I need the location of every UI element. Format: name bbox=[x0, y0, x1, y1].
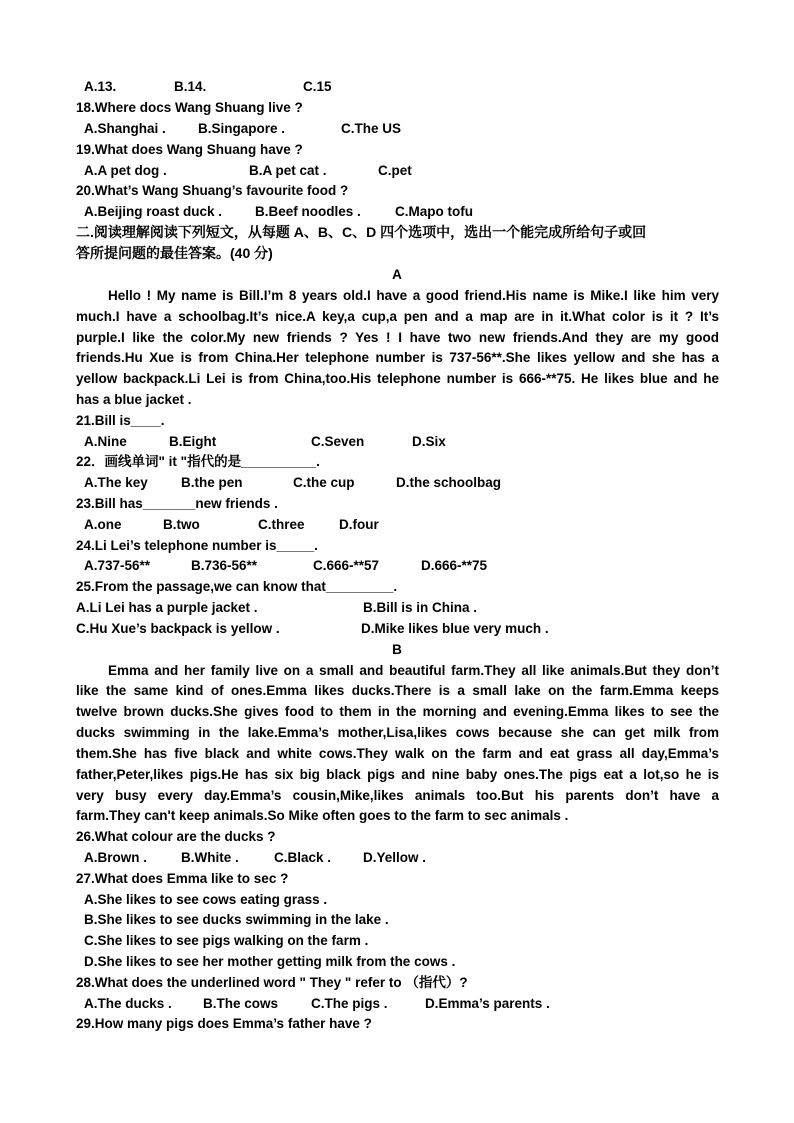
q29-question: 29.How many pigs does Emma’s father have ? bbox=[76, 1016, 372, 1031]
q26-option-b: B.White . bbox=[181, 850, 239, 865]
passage-b-line: father,Peter,likes pigs.He has six big black pigs and nine baby ones.The pigs eat a lot,so he is bbox=[76, 767, 719, 782]
q23-question: 23.Bill has_______new friends . bbox=[76, 496, 278, 511]
q26-option-c: C.Black . bbox=[274, 850, 332, 865]
q28-option-c: C.The pigs . bbox=[311, 996, 388, 1011]
q19-option-a: A.A pet dog . bbox=[84, 163, 167, 178]
q21-option-b: B.Eight bbox=[169, 434, 217, 449]
q27-option-d: D.She likes to see her mother getting milk from the cows . bbox=[84, 954, 456, 969]
q24-options bbox=[84, 556, 727, 576]
q25-options-row2 bbox=[76, 619, 719, 639]
q19-option-c: C.pet bbox=[378, 163, 412, 178]
q25-options-row1 bbox=[76, 598, 719, 618]
q26-option-a: A.Brown . bbox=[84, 850, 147, 865]
q28-options bbox=[84, 994, 727, 1014]
q25-option-d: D.Mike likes blue very much . bbox=[361, 621, 549, 636]
q23-option-b: B.two bbox=[163, 517, 200, 532]
passage-b-line: twelve brown ducks.She gives food to them in the morning and evening.Emma likes to see the bbox=[76, 704, 719, 719]
q25-question: 25.From the passage,we can know that_________. bbox=[76, 579, 398, 594]
q24-option-b: B.736-56** bbox=[191, 558, 258, 573]
q21-option-d: D.Six bbox=[412, 434, 446, 449]
q26-question: 26.What colour are the ducks ? bbox=[76, 829, 276, 844]
passage-a-line: has a blue jacket . bbox=[76, 392, 192, 407]
q23-option-a: A.one bbox=[84, 517, 122, 532]
q27-option-b: B.She likes to see ducks swimming in the lake . bbox=[84, 912, 389, 927]
passage-b-line: like the same kind of ones.Emma likes ducks.There is a small lake on the farm.Emma keeps bbox=[76, 683, 719, 698]
q25-option-b: B.Bill is in China . bbox=[363, 600, 478, 615]
q21-option-c: C.Seven bbox=[311, 434, 365, 449]
q26-options bbox=[84, 848, 727, 868]
q25-option-a: A.Li Lei has a purple jacket . bbox=[76, 600, 258, 615]
q28-option-b: B.The cows bbox=[203, 996, 279, 1011]
q17-option-c: C.15 bbox=[303, 79, 332, 94]
q19-options bbox=[84, 161, 727, 181]
passage-b-line: Emma and her family live on a small and beautiful farm.They all like animals.But they don’t bbox=[108, 663, 719, 678]
q17-options bbox=[84, 77, 727, 97]
q21-option-a: A.Nine bbox=[84, 434, 127, 449]
q26-option-d: D.Yellow . bbox=[363, 850, 427, 865]
q21-options bbox=[84, 432, 727, 452]
q27-option-c: C.She likes to see pigs walking on the farm . bbox=[84, 933, 369, 948]
q20-question: 20.What’s Wang Shuang’s favourite food ? bbox=[76, 183, 349, 198]
q22-option-d: D.the schoolbag bbox=[396, 475, 502, 490]
q18-option-b: B.Singapore . bbox=[198, 121, 286, 136]
q25-option-c: C.Hu Xue’s backpack is yellow . bbox=[76, 621, 280, 636]
q28-option-a: A.The ducks . bbox=[84, 996, 172, 1011]
passage-b-line: farm.They can't keep animals.So Mike often goes to the farm to sec animals . bbox=[76, 808, 569, 823]
q24-option-d: D.666-**75 bbox=[421, 558, 488, 573]
q20-options bbox=[84, 202, 727, 222]
section2-instruction-line1: 二.阅读理解阅读下列短文，从每题 A、B、C、D 四个选项中，选出一个能完成所给句子或回 bbox=[76, 224, 647, 240]
passage-b-line: ducks swimming in the lake.Emma’s mother,Lisa,likes cows because she can get milk from bbox=[76, 725, 719, 740]
q20-option-c: C.Mapo tofu bbox=[395, 204, 473, 219]
q18-option-a: A.Shanghai . bbox=[84, 121, 166, 136]
passage-a-line: much.I have a schoolbag.It’s nice.A key,a cup,a pen and a map are in it.What color is it ? It’s bbox=[76, 309, 719, 324]
passage-b-line: very busy every day.Emma’s cousin,Mike,likes animals too.But his parents don’t have a bbox=[76, 788, 719, 803]
q22-option-b: B.the pen bbox=[181, 475, 243, 490]
q21-question: 21.Bill is____. bbox=[76, 413, 165, 428]
passage-a-line: friends.Hu Xue is from China.Her telephone number is 737-56**.She likes yellow and she has a bbox=[76, 350, 719, 365]
passage-a-line: Hello ! My name is Bill.I’m 8 years old.I have a good friend.His name is Mike.I like him very bbox=[108, 288, 719, 303]
q27-option-a: A.She likes to see cows eating grass . bbox=[84, 892, 328, 907]
q28-question: 28.What does the underlined word " They " refer to （指代）? bbox=[76, 975, 468, 990]
passage-b-line: them.She has five black and white cows.They walk on the farm and eat grass all day,Emma’s bbox=[76, 746, 719, 761]
q19-option-b: B.A pet cat . bbox=[249, 163, 327, 178]
q20-option-a: A.Beijing roast duck . bbox=[84, 204, 223, 219]
q22-option-c: C.the cup bbox=[293, 475, 355, 490]
q28-option-d: D.Emma’s parents . bbox=[425, 996, 550, 1011]
passage-b-heading: B bbox=[392, 642, 402, 657]
q17-option-b: B.14. bbox=[174, 79, 207, 94]
q18-question: 18.Where docs Wang Shuang live ? bbox=[76, 100, 303, 115]
q18-option-c: C.The US bbox=[341, 121, 402, 136]
q24-option-a: A.737-56** bbox=[84, 558, 151, 573]
passage-a-line: purple.I like the color.My new friends ? Yes ! I have two new friends.And they are my good bbox=[76, 330, 719, 345]
q19-question: 19.What does Wang Shuang have ? bbox=[76, 142, 303, 157]
q18-options bbox=[84, 119, 727, 139]
q23-option-c: C.three bbox=[258, 517, 305, 532]
q17-option-a: A.13. bbox=[84, 79, 117, 94]
q22-option-a: A.The key bbox=[84, 475, 148, 490]
q23-options bbox=[84, 515, 727, 535]
q20-option-b: B.Beef noodles . bbox=[255, 204, 361, 219]
passage-a-line: yellow backpack.Li Lei is from China,too.His telephone number is 666-**75. He likes blue and he bbox=[76, 371, 719, 386]
q24-question: 24.Li Lei’s telephone number is_____. bbox=[76, 538, 318, 553]
q23-option-d: D.four bbox=[339, 517, 379, 532]
q24-option-c: C.666-**57 bbox=[313, 558, 380, 573]
q27-question: 27.What does Emma like to sec ? bbox=[76, 871, 289, 886]
q22-question: 22．画线单词" it "指代的是__________. bbox=[76, 454, 320, 469]
section2-instruction-line2: 答所提问题的最佳答案。(40 分) bbox=[76, 245, 273, 261]
passage-a-heading: A bbox=[392, 267, 402, 282]
q22-options bbox=[84, 473, 727, 493]
